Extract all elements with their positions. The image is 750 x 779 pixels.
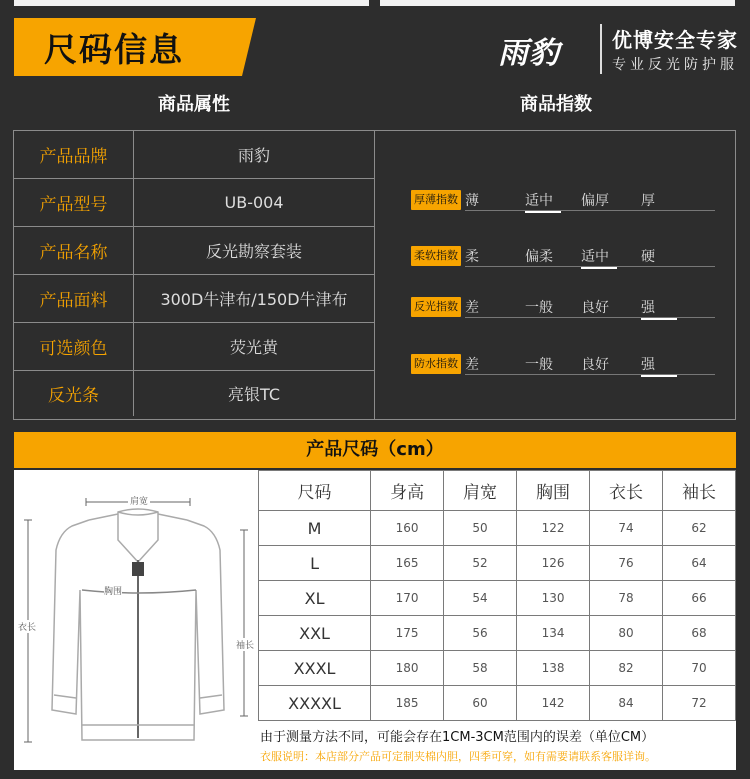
index-label: 柔软指数 xyxy=(411,246,461,266)
table-cell: 64 xyxy=(662,546,735,581)
property-value: 反光勘察套装 xyxy=(205,242,302,261)
table-cell: 62 xyxy=(662,511,735,546)
property-row xyxy=(14,371,374,416)
props-heading: 商品属性 xyxy=(158,94,230,115)
table-cell: 56 xyxy=(444,616,517,651)
table-cell: XXXL xyxy=(259,651,371,686)
index-panel xyxy=(375,130,736,420)
table-cell: XXXXL xyxy=(259,686,371,721)
index-row-thickness xyxy=(411,189,715,211)
clothing-note: 衣服说明：本店部分产品可定制夹棉内胆，四季可穿，如有需要请联系客服详询。 xyxy=(260,750,656,763)
table-cell: 76 xyxy=(590,546,663,581)
index-option-selected: 强 xyxy=(641,297,699,317)
table-row xyxy=(259,546,736,581)
index-label: 厚薄指数 xyxy=(411,190,461,210)
index-scale-line xyxy=(465,317,715,318)
table-cell: 180 xyxy=(371,651,444,686)
table-cell: 185 xyxy=(371,686,444,721)
table-cell: 78 xyxy=(590,581,663,616)
table-cell: L xyxy=(259,546,371,581)
table-cell: 60 xyxy=(444,686,517,721)
property-key: 产品名称 xyxy=(14,227,134,274)
index-options xyxy=(465,353,715,375)
jacket-diagram xyxy=(14,470,257,770)
index-row-softness xyxy=(411,245,715,267)
brand-subtitle: 专业反光防护服 xyxy=(612,57,738,73)
index-option: 一般 xyxy=(525,300,553,316)
table-cell: 170 xyxy=(371,581,444,616)
index-row-waterproof xyxy=(411,353,715,375)
table-cell: 138 xyxy=(517,651,590,686)
index-row-reflective xyxy=(411,296,715,318)
table-cell: 58 xyxy=(444,651,517,686)
column-header: 袖长 xyxy=(662,471,735,511)
table-cell: 72 xyxy=(662,686,735,721)
top-strip xyxy=(0,0,750,10)
brand-slogan: 优博安全专家 xyxy=(612,28,738,52)
size-section xyxy=(14,470,736,770)
index-option-selected: 强 xyxy=(641,354,699,374)
index-option-selected: 适中 xyxy=(525,190,583,210)
table-cell: 175 xyxy=(371,616,444,651)
table-cell: 165 xyxy=(371,546,444,581)
top-tab-left xyxy=(14,0,369,6)
table-cell: 70 xyxy=(662,651,735,686)
property-key: 产品品牌 xyxy=(14,131,134,178)
jacket-outline-icon xyxy=(14,470,257,770)
index-option: 硬 xyxy=(641,249,655,265)
column-header: 衣长 xyxy=(590,471,663,511)
property-value: UB-004 xyxy=(224,193,284,212)
measurement-note: 由于测量方法不同，可能会存在1CM-3CM范围内的误差（单位CM） xyxy=(260,730,655,745)
table-row xyxy=(259,581,736,616)
table-cell: 84 xyxy=(590,686,663,721)
column-header: 尺码 xyxy=(259,471,371,511)
property-row xyxy=(14,131,374,179)
table-row xyxy=(259,616,736,651)
table-cell: 142 xyxy=(517,686,590,721)
table-cell: XXL xyxy=(259,616,371,651)
index-option: 柔 xyxy=(465,249,479,265)
size-table-header xyxy=(259,471,736,511)
table-cell: 160 xyxy=(371,511,444,546)
index-option: 一般 xyxy=(525,357,553,373)
property-row xyxy=(14,227,374,275)
property-row xyxy=(14,275,374,323)
length-label: 衣长 xyxy=(18,620,36,633)
index-scale-line xyxy=(465,210,715,211)
chest-label: 胸围 xyxy=(104,584,122,597)
index-option: 差 xyxy=(465,300,479,316)
table-row xyxy=(259,651,736,686)
property-key: 反光条 xyxy=(14,371,134,416)
properties-table xyxy=(13,130,375,420)
index-option: 偏柔 xyxy=(525,249,553,265)
property-value: 300D牛津布/150D牛津布 xyxy=(160,290,348,309)
property-key: 产品型号 xyxy=(14,179,134,226)
index-option: 良好 xyxy=(581,357,609,373)
property-value: 亮银TC xyxy=(227,385,280,404)
brand-divider xyxy=(600,24,602,74)
column-header: 胸围 xyxy=(517,471,590,511)
shoulder-label: 肩宽 xyxy=(128,494,150,507)
property-row xyxy=(14,323,374,371)
table-row xyxy=(259,511,736,546)
index-option: 差 xyxy=(465,357,479,373)
index-heading: 商品指数 xyxy=(520,94,592,115)
table-cell: M xyxy=(259,511,371,546)
header-bar xyxy=(0,12,750,82)
property-value: 荧光黄 xyxy=(229,338,278,357)
index-option: 厚 xyxy=(641,193,655,209)
index-option: 偏厚 xyxy=(581,193,609,209)
index-option: 薄 xyxy=(465,193,479,209)
index-label: 防水指数 xyxy=(411,354,461,374)
size-table xyxy=(258,470,736,721)
sleeve-label: 袖长 xyxy=(236,638,254,651)
table-cell: 126 xyxy=(517,546,590,581)
index-options xyxy=(465,245,715,267)
table-cell: 66 xyxy=(662,581,735,616)
table-cell: 134 xyxy=(517,616,590,651)
table-cell: 74 xyxy=(590,511,663,546)
table-cell: 82 xyxy=(590,651,663,686)
property-value: 雨豹 xyxy=(237,146,270,165)
table-cell: 68 xyxy=(662,616,735,651)
property-key: 产品面料 xyxy=(14,275,134,322)
table-cell: 54 xyxy=(444,581,517,616)
column-header: 身高 xyxy=(371,471,444,511)
page-title: 尺码信息 xyxy=(44,30,184,69)
index-option-selected: 适中 xyxy=(581,246,639,266)
title-banner xyxy=(14,18,242,76)
property-row xyxy=(14,179,374,227)
top-tab-right xyxy=(380,0,735,6)
brand-logo: 雨豹 xyxy=(498,36,560,71)
table-cell: 80 xyxy=(590,616,663,651)
table-row xyxy=(259,686,736,721)
table-cell: 122 xyxy=(517,511,590,546)
table-cell: 50 xyxy=(444,511,517,546)
table-cell: 130 xyxy=(517,581,590,616)
index-option: 良好 xyxy=(581,300,609,316)
index-label: 反光指数 xyxy=(411,297,461,317)
index-scale-line xyxy=(465,266,715,267)
property-key: 可选颜色 xyxy=(14,323,134,370)
index-scale-line xyxy=(465,374,715,375)
index-options xyxy=(465,189,715,211)
table-cell: 52 xyxy=(444,546,517,581)
section-headings xyxy=(14,82,736,128)
index-options xyxy=(465,296,715,318)
size-heading: 产品尺码（cm） xyxy=(14,432,736,468)
table-cell: XL xyxy=(259,581,371,616)
column-header: 肩宽 xyxy=(444,471,517,511)
